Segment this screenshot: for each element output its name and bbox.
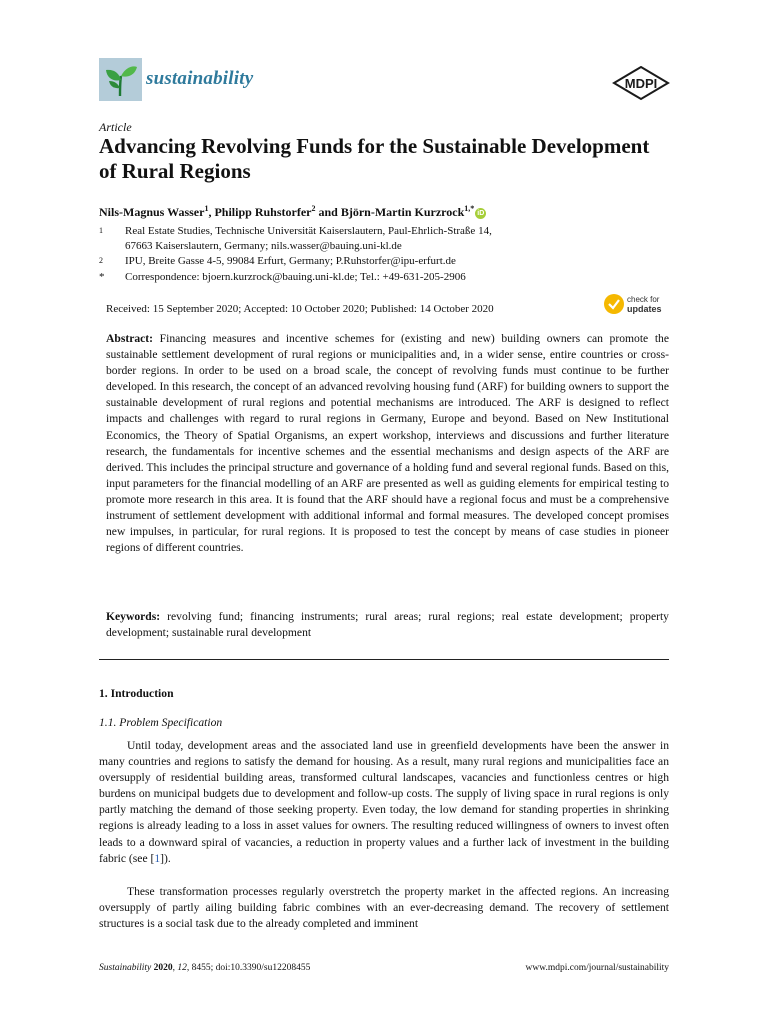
article-type: Article [99,120,132,134]
author-name: Nils-Magnus Wasser [99,205,205,219]
keywords [106,609,669,641]
subsection-heading: 1.1. Problem Specification [99,716,223,729]
sprout-icon [99,58,142,101]
publisher-logo [612,66,670,102]
article-title: Advancing Revolving Funds for the Sustainable Development of Rural Regions [99,134,650,183]
author-affiliation-mark: 2 [311,204,316,213]
author-affiliation-mark: 1,* [464,204,475,213]
abstract-text: Financing measures and incentive schemes for (existing and new) building owners can promote the sustainable settlement development of rural regions or municipalities and, in a wider sense, entire countries or cross-border regions. In order to be used on a broad scale, the concept of revolving funds must continue to be further developed. In this research, the concept of an advanced revolving housing fund (ARF) for building owners to support the sustainable development of rural regions and potential mechanisms are introduced. The ARF is designed to reflect impacts and challenges with regard to rural regions in Germany, Europe and beyond. Based on New Institutional Economics, the Theory of Spatial Organisms, an expert workshop, interviews and discussions and further literature research, the fundamentals for incentive schemes and the essential mechanisms and design aspects of the ARF are derived. This includes the principal structure and governance of a holding fund and several regional funds. Based on this, input parameters for the financial modelling of an ARF are presented as well as guiding elements for empirical testing to promote more research in this area. It is found that the ARF should have a regional focus and must be a comprehensive instrument of settlement development with additional informal and formal measures. The developed concept promises new impulses, in particular, for rural regions. It is proposed to test the concept by means of case studies in pioneer regions of different countries. [106,332,669,555]
affiliation: 2 IPU, Breite Gasse 4-5, 99084 Erfurt, Germany; P.Ruhstorfer@ipu-erfurt.de [99,255,456,267]
affiliation: 1 Real Estate Studies, Technische Universität Kaiserslautern, Paul-Ehrlich-Straße 14, [99,225,492,237]
journal-logo [99,58,142,101]
orcid-icon[interactable]: iD [477,210,485,217]
publisher-name: MDPI [624,76,658,91]
journal-url[interactable]: www.mdpi.com/journal/sustainability [525,963,669,973]
author-list: Nils-Magnus Wasser$^1$, Philipp Ruhstorfer$^2$ and Björn-Martin Kurzrock$^{1,*}$iD [99,204,485,219]
citation-link[interactable]: 1 [154,851,161,865]
body-paragraph: Until today, development areas and the associated land use in greenfield developments have been the answer in many countries and regions to satisfy the demand for housing. As a result, many rural regions and municipalities face an oversupply of residential building areas, transformed cultural landscapes, vacancies and functionless centres or high burdens on municipal budgets due to development and follow-up costs. The supply of living space in rural regions is only partly matching the demand of those seeking property. Even today, the low demand for standing properties in shrinking regions is already leading to a loss in asset values for owners. The resulting reduced willingness of owners to invest often leads to a downward spiral of vacancies, a reduction in property values and a further lack of investment in the building fabric (see [1]). [99,739,669,865]
keywords-label: Keywords: [106,610,161,623]
journal-name: sustainability [146,68,254,89]
check-for-updates-badge[interactable] [603,292,673,316]
affiliation: 67663 Kaiserslautern, Germany; nils.wasser@bauing.uni-kl.de [125,240,402,252]
publication-dates: Received: 15 September 2020; Accepted: 10 October 2020; Published: 14 October 2020 [106,303,494,315]
author-affiliation-mark: 1 [204,204,209,213]
keywords-text: revolving fund; financing instruments; rural areas; rural regions; real estate development; property development; sustainable rural development [106,610,669,640]
section-heading: 1. Introduction [99,687,174,700]
abstract-label: Abstract: [106,332,154,345]
body-paragraph: These transformation processes regularly overstretch the property market in the affected regions. An increasing oversupply of partly ailing building fabric combines with an ever-decreasing demand. The recovery of settlement structures is a social task due to the already completed and imminent [99,885,669,931]
author-name: Björn-Martin Kurzrock [340,205,465,219]
author-name: Philipp Ruhstorfer [214,205,312,219]
citation-footer: Sustainability 2020, 12, 8455; doi:10.3390/su12208455 [99,963,311,973]
correspondence: * Correspondence: bjoern.kurzrock@bauing.uni-kl.de; Tel.: +49-631-205-2906 [99,271,466,283]
section-divider [99,659,669,660]
svg-text:check for: check for [627,295,660,304]
abstract [106,331,669,556]
svg-text:updates: updates [627,304,662,314]
